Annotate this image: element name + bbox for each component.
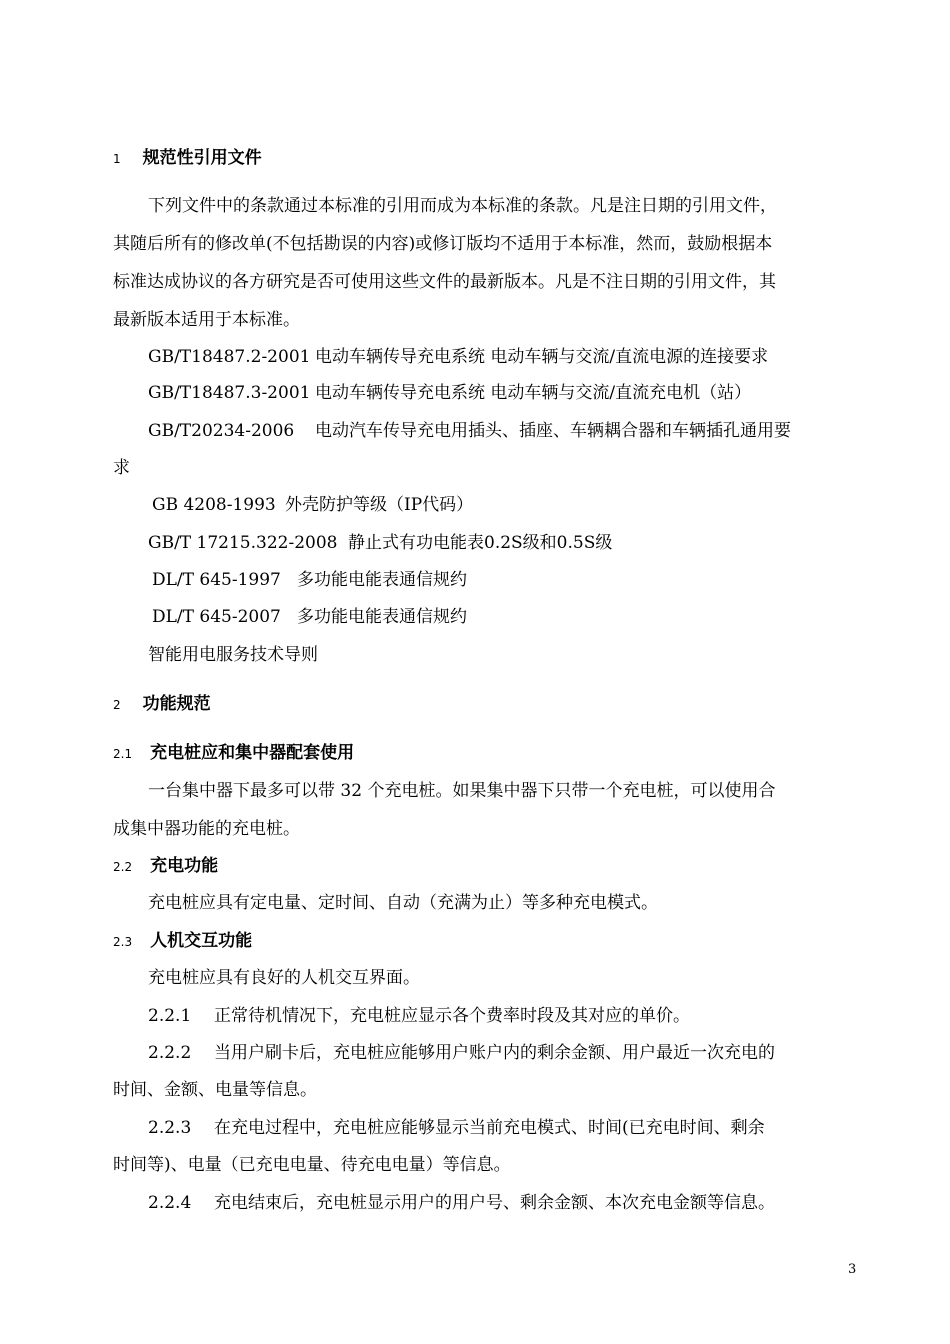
subsection-number: 2.2 (113, 860, 133, 874)
reference-code: DL/T 645-1997 (152, 570, 281, 590)
section-title: 规范性引用文件 (142, 148, 262, 168)
subsection-heading (113, 741, 354, 766)
page-number: 3 (848, 1262, 857, 1277)
reference-title: 电动车辆传导充电系统 电动车辆与交流/直流充电机（站） (315, 383, 752, 403)
reference-item (148, 643, 318, 667)
reference-code: GB/T18487.2-2001 (148, 347, 311, 367)
paragraph-line: 充电桩应具有良好的人机交互界面。 (148, 968, 420, 988)
section-number: 1 (113, 152, 121, 166)
item-number: 2.2.3 (148, 1118, 192, 1138)
item-number: 2.2.1 (148, 1006, 192, 1026)
reference-title: 多功能电能表通信规约 (297, 570, 467, 590)
reference-code: GB/T20234-2006 (148, 421, 295, 441)
paragraph-line: 一台集中器下最多可以带 32 个充电桩。如果集中器下只带一个充电桩，可以使用合 (148, 781, 776, 801)
reference-title: 电动车辆传导充电系统 电动车辆与交流/直流电源的连接要求 (315, 347, 769, 367)
paragraph-line: 下列文件中的条款通过本标准的引用而成为本标准的条款。凡是注日期的引用文件， (148, 196, 777, 216)
numbered-item (148, 1116, 765, 1140)
item-text: 充电结束后，充电桩显示用户的用户号、剩余金额、本次充电金额等信息。 (214, 1193, 775, 1213)
reference-title: 静止式有功电能表0.2S级和0.5S级 (348, 533, 613, 553)
numbered-item (148, 1004, 690, 1028)
item-text-continuation: 时间、金额、电量等信息。 (113, 1080, 317, 1100)
numbered-item (148, 1191, 775, 1215)
numbered-item (148, 1041, 775, 1065)
reference-code: DL/T 645-2007 (152, 607, 281, 627)
section-heading (113, 146, 262, 171)
section-title: 功能规范 (142, 694, 211, 714)
reference-title: 外壳防护等级（IP代码） (285, 495, 474, 515)
section-heading (113, 692, 211, 717)
paragraph-line: 成集中器功能的充电桩。 (113, 819, 300, 839)
subsection-title: 充电功能 (150, 856, 219, 876)
item-text: 当用户刷卡后，充电桩应能够用户账户内的剩余金额、用户最近一次充电的 (214, 1043, 775, 1063)
paragraph-line: 其随后所有的修改单(不包括勘误的内容)或修订版均不适用于本标准，然而，鼓励根据本 (113, 234, 773, 254)
reference-title: 多功能电能表通信规约 (297, 607, 467, 627)
item-text-continuation: 时间等)、电量（已充电电量、待充电电量）等信息。 (113, 1155, 511, 1175)
reference-continuation: 求 (113, 458, 130, 478)
reference-item (148, 381, 751, 405)
item-text: 在充电过程中，充电桩应能够显示当前充电模式、时间(已充电时间、剩余 (214, 1118, 765, 1138)
reference-code: GB 4208-1993 (152, 495, 276, 515)
subsection-title: 人机交互功能 (150, 931, 253, 951)
subsection-heading (113, 929, 252, 954)
reference-item (148, 419, 791, 443)
reference-code: GB/T18487.3-2001 (148, 383, 311, 403)
reference-item (152, 568, 467, 592)
paragraph-line: 充电桩应具有定电量、定时间、自动（充满为止）等多种充电模式。 (148, 893, 658, 913)
reference-item (152, 605, 467, 629)
paragraph-line: 标准达成协议的各方研究是否可使用这些文件的最新版本。凡是不注日期的引用文件，其 (113, 272, 776, 292)
item-text: 正常待机情况下，充电桩应显示各个费率时段及其对应的单价。 (214, 1006, 690, 1026)
paragraph-line: 最新版本适用于本标准。 (113, 310, 300, 330)
section-number: 2 (113, 698, 121, 712)
subsection-number: 2.3 (113, 935, 133, 949)
subsection-number: 2.1 (113, 747, 133, 761)
reference-title: 智能用电服务技术导则 (148, 645, 318, 665)
reference-item (152, 493, 473, 517)
item-number: 2.2.2 (148, 1043, 192, 1063)
reference-title: 电动汽车传导充电用插头、插座、车辆耦合器和车辆插孔通用要 (315, 421, 791, 441)
reference-item (148, 345, 768, 369)
subsection-title: 充电桩应和集中器配套使用 (150, 743, 355, 763)
reference-item (148, 531, 612, 555)
reference-code: GB/T 17215.322-2008 (148, 533, 338, 553)
item-number: 2.2.4 (148, 1193, 192, 1213)
subsection-heading (113, 854, 218, 879)
